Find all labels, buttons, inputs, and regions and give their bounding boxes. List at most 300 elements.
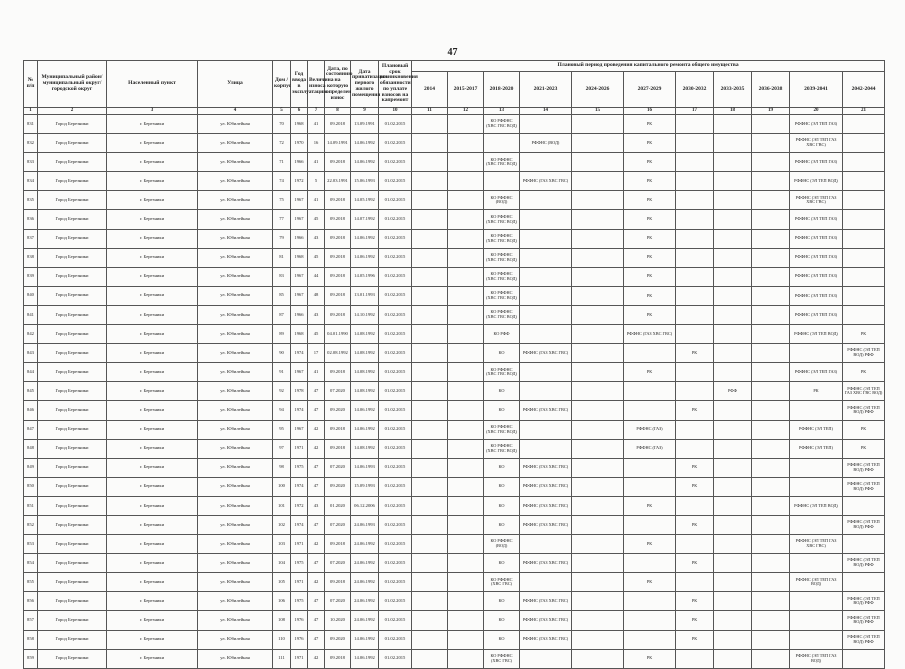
repair-period-cell [714,248,752,267]
repair-period-cell: РФФНС (ЭЛ ТЕП ГАЗ ХВС ГВС) [790,191,843,210]
repair-period-cell [412,535,448,554]
settlement-cell: г. Березники [107,592,198,611]
year-built-cell: 1966 [291,153,308,172]
repair-period-cell [843,172,885,191]
repair-period-cell: РФФНС (ГАЗ) [624,420,676,439]
street-cell: ул. Юбилейная [198,439,273,458]
repair-period-cell [520,286,572,305]
wear-cell: 47 [308,477,325,496]
row-number-cell: 853 [24,535,38,554]
wear-date-cell: 07.2020 [325,592,351,611]
repair-period-cell [714,515,752,534]
repair-period-cell [676,325,714,344]
repair-period-cell: КО РФФ [484,325,520,344]
repair-period-cell [676,305,714,324]
privatization-date-cell: 14.05.1996 [351,267,379,286]
repair-period-cell [572,592,624,611]
municipal-cell: Город Березники [38,401,107,420]
settlement-cell: г. Березники [107,649,198,668]
street-cell: ул. Юбилейная [198,325,273,344]
year-built-cell: 1974 [291,515,308,534]
repair-period-cell [412,134,448,153]
repair-period-cell [412,248,448,267]
payment-start-cell: 01.02.2015 [379,344,412,363]
repair-period-cell [412,573,448,592]
year-built-cell: 1972 [291,172,308,191]
repair-period-cell [520,305,572,324]
street-cell: ул. Юбилейная [198,535,273,554]
repair-period-cell [752,496,790,515]
header-period: 2018-2020 [484,72,520,108]
repair-period-cell [572,286,624,305]
settlement-cell: г. Березники [107,210,198,229]
repair-period-cell: РФФНС (ЭЛ ТЕП ГАЗ) [790,229,843,248]
table-row [24,191,885,210]
year-built-cell: 1968 [291,325,308,344]
repair-period-cell [752,420,790,439]
repair-period-cell [752,439,790,458]
wear-cell: 45 [308,325,325,344]
repair-period-cell: РФФНС (ЭЛ ТЕП ВОД) РФФ [843,554,885,573]
repair-period-cell [412,496,448,515]
repair-period-cell [676,229,714,248]
row-number-cell: 859 [24,649,38,668]
repair-period-cell [572,248,624,267]
repair-period-cell [448,439,484,458]
street-cell: ул. Юбилейная [198,305,273,324]
repair-period-cell [843,229,885,248]
repair-period-cell [676,649,714,668]
repair-period-cell: КО РФФНС (ХВС ГВС ВОД) [484,420,520,439]
repair-period-cell [843,210,885,229]
wear-date-cell: 09.2018 [325,649,351,668]
municipal-cell: Город Березники [38,305,107,324]
year-built-cell: 1967 [291,210,308,229]
wear-date-cell: 07.2020 [325,515,351,534]
payment-start-cell: 01.02.2015 [379,134,412,153]
header-payment-start: Плановый срок возникновения обязанности по уплате взносов на капремонт [379,61,412,108]
wear-cell: 47 [308,458,325,477]
street-cell: ул. Юбилейная [198,363,273,382]
header-settlement: Населенный пункт [107,61,198,108]
wear-date-cell: 22.03.1991 [325,172,351,191]
repair-period-cell [412,344,448,363]
repair-period-cell [714,535,752,554]
row-number-cell: 850 [24,477,38,496]
repair-period-cell [752,592,790,611]
municipal-cell: Город Березники [38,649,107,668]
repair-period-cell [714,229,752,248]
header-num: № п/п [24,61,38,108]
repair-period-cell [572,363,624,382]
settlement-cell: г. Березники [107,554,198,573]
repair-period-cell [412,554,448,573]
municipal-cell: Город Березники [38,210,107,229]
repair-period-cell [790,611,843,630]
repair-period-cell: РФФНС (ЭЛ ТЕП ГАЗ) [790,286,843,305]
repair-period-cell: РФФНС (ЭЛ ТЕП ВОД) РФФ [843,344,885,363]
repair-period-cell [843,573,885,592]
repair-period-cell: КО [484,344,520,363]
table-row [24,420,885,439]
street-cell: ул. Юбилейная [198,191,273,210]
repair-period-cell [843,649,885,668]
settlement-cell: г. Березники [107,439,198,458]
repair-period-cell [624,344,676,363]
repair-period-cell: РФФНС (ЭЛ ТЕП ВОД) [790,325,843,344]
settlement-cell: г. Березники [107,573,198,592]
repair-period-cell [448,535,484,554]
table-row [24,210,885,229]
repair-period-cell: РК [676,611,714,630]
repair-period-cell [520,535,572,554]
repair-period-cell [624,630,676,649]
payment-start-cell: 01.02.2015 [379,286,412,305]
street-cell: ул. Юбилейная [198,267,273,286]
header-period: 2042-2044 [843,72,885,108]
repair-period-cell [520,382,572,401]
repair-period-cell [572,344,624,363]
repair-period-cell [520,153,572,172]
row-number-cell: 831 [24,115,38,134]
repair-period-cell [520,210,572,229]
wear-cell: 42 [308,535,325,554]
header-plan-period: Плановый период проведения капитального ремонта общего имущества [412,61,885,72]
repair-period-cell [752,229,790,248]
house-cell: 104 [273,554,291,573]
settlement-cell: г. Березники [107,134,198,153]
wear-cell: 42 [308,420,325,439]
year-built-cell: 1971 [291,649,308,668]
street-cell: ул. Юбилейная [198,229,273,248]
wear-date-cell: 09.2018 [325,210,351,229]
repair-period-cell [752,286,790,305]
wear-date-cell: 01.2020 [325,496,351,515]
repair-period-cell [448,458,484,477]
header-period: 2030-2032 [676,72,714,108]
settlement-cell: г. Березники [107,153,198,172]
repair-period-cell [412,229,448,248]
repair-period-cell [448,496,484,515]
house-cell: 87 [273,305,291,324]
repair-period-cell [714,210,752,229]
year-built-cell: 1967 [291,420,308,439]
repair-period-cell: КО [484,382,520,401]
repair-period-cell: РФФНС (ЭЛ ТЕП ГАЗ) [790,115,843,134]
column-number: 18 [714,108,752,115]
repair-period-cell [790,477,843,496]
payment-start-cell: 01.02.2015 [379,172,412,191]
repair-period-cell: РФФНС (ГАЗ ХВС ГВС) [520,515,572,534]
repair-period-cell: КО РФФНС (ХВС ГВС ВОД) [484,153,520,172]
settlement-cell: г. Березники [107,267,198,286]
repair-period-cell [412,363,448,382]
header-year-built: Год ввода в эксплуатацию [291,61,308,108]
column-number: 6 [291,108,308,115]
repair-period-cell: КО [484,630,520,649]
repair-period-cell: РК [676,630,714,649]
settlement-cell: г. Березники [107,305,198,324]
year-built-cell: 1974 [291,477,308,496]
repair-period-cell [624,592,676,611]
payment-start-cell: 01.02.2015 [379,496,412,515]
year-built-cell: 1971 [291,573,308,592]
repair-period-cell: РК [624,248,676,267]
privatization-date-cell: 14.06.1992 [351,630,379,649]
repair-period-cell: РК [624,535,676,554]
municipal-cell: Город Березники [38,420,107,439]
row-number-cell: 840 [24,286,38,305]
repair-period-cell: РФФНС (ЭЛ ТЕП) [790,439,843,458]
row-number-cell: 854 [24,554,38,573]
house-cell: 90 [273,344,291,363]
wear-date-cell: 09.2018 [325,573,351,592]
house-cell: 100 [273,477,291,496]
wear-cell: 17 [308,344,325,363]
repair-period-cell [714,267,752,286]
repair-period-cell [572,229,624,248]
municipal-cell: Город Березники [38,477,107,496]
house-cell: 77 [273,210,291,229]
wear-cell: 5 [308,172,325,191]
municipal-cell: Город Березники [38,267,107,286]
payment-start-cell: 01.02.2015 [379,115,412,134]
table-row [24,115,885,134]
header-period: 2015-2017 [448,72,484,108]
repair-period-cell [448,115,484,134]
year-built-cell: 1968 [291,248,308,267]
house-cell: 101 [273,496,291,515]
wear-date-cell: 04.01.1990 [325,325,351,344]
repair-period-cell: РК [676,592,714,611]
repair-period-cell [412,515,448,534]
repair-period-cell [448,382,484,401]
table-row [24,458,885,477]
house-cell: 74 [273,172,291,191]
wear-cell: 43 [308,229,325,248]
municipal-cell: Город Березники [38,592,107,611]
repair-period-cell [412,115,448,134]
payment-start-cell: 01.02.2015 [379,573,412,592]
repair-period-cell [714,649,752,668]
street-cell: ул. Юбилейная [198,458,273,477]
year-built-cell: 1967 [291,191,308,210]
repair-period-cell [752,554,790,573]
repair-period-cell [676,286,714,305]
repair-period-cell: РК [624,191,676,210]
privatization-date-cell: 06.12.2006 [351,496,379,515]
repair-period-cell [572,115,624,134]
repair-period-cell [676,439,714,458]
repair-period-cell [752,267,790,286]
wear-cell: 42 [308,439,325,458]
settlement-cell: г. Березники [107,248,198,267]
row-number-cell: 857 [24,611,38,630]
repair-period-cell: КО РФФНС (ХВС ГВС ВОД) [484,363,520,382]
repair-period-cell: РК [624,305,676,324]
year-built-cell: 1974 [291,344,308,363]
repair-period-cell [676,267,714,286]
repair-period-cell [714,477,752,496]
privatization-date-cell: 14.08.1992 [351,363,379,382]
municipal-cell: Город Березники [38,573,107,592]
row-number-cell: 848 [24,439,38,458]
repair-period-cell: РФФНС (ЭЛ ТЕП ГАЗ ХВС ГВС) [790,535,843,554]
repair-period-cell [448,191,484,210]
privatization-date-cell: 14.08.1992 [351,439,379,458]
street-cell: ул. Юбилейная [198,477,273,496]
repair-period-cell: КО РФФНС (ХВС ГВС ВОД) [484,267,520,286]
payment-start-cell: 01.02.2015 [379,210,412,229]
repair-period-cell [676,248,714,267]
wear-cell: 43 [308,496,325,515]
repair-period-cell: РК [676,477,714,496]
repair-period-cell [843,248,885,267]
privatization-date-cell: 14.06.1992 [351,248,379,267]
repair-period-cell [843,267,885,286]
column-number: 14 [520,108,572,115]
repair-period-cell [790,344,843,363]
payment-start-cell: 01.02.2015 [379,649,412,668]
payment-start-cell: 01.02.2015 [379,401,412,420]
capital-repair-table [23,60,885,669]
repair-period-cell: РК [624,172,676,191]
municipal-cell: Город Березники [38,153,107,172]
repair-period-cell [412,153,448,172]
table-row [24,439,885,458]
house-cell: 85 [273,286,291,305]
repair-period-cell: РФФНС (ГАЗ ХВС ГВС) [520,172,572,191]
house-cell: 89 [273,325,291,344]
repair-period-cell: РК [624,496,676,515]
wear-date-cell: 09.2018 [325,535,351,554]
repair-period-cell [448,477,484,496]
wear-date-cell: 09.2018 [325,439,351,458]
repair-period-cell [572,535,624,554]
house-cell: 75 [273,191,291,210]
wear-date-cell: 02.08.1992 [325,344,351,363]
settlement-cell: г. Березники [107,344,198,363]
repair-period-cell [752,401,790,420]
settlement-cell: г. Березники [107,420,198,439]
repair-period-cell [448,573,484,592]
table-row [24,172,885,191]
repair-period-cell [448,305,484,324]
wear-cell: 41 [308,115,325,134]
repair-period-cell [572,554,624,573]
repair-period-cell [714,630,752,649]
repair-period-cell [448,363,484,382]
house-cell: 79 [273,229,291,248]
wear-cell: 44 [308,267,325,286]
repair-period-cell [714,191,752,210]
repair-period-cell: РФФНС (ГАЗ ХВС ГВС) [520,496,572,515]
wear-cell: 47 [308,630,325,649]
repair-period-cell: РК [676,515,714,534]
repair-period-cell: РК [624,267,676,286]
repair-period-cell [412,401,448,420]
repair-period-cell: КО [484,458,520,477]
municipal-cell: Город Березники [38,325,107,344]
year-built-cell: 1970 [291,134,308,153]
house-cell: 94 [273,401,291,420]
repair-period-cell [752,477,790,496]
column-number: 11 [412,108,448,115]
payment-start-cell: 01.02.2015 [379,267,412,286]
repair-period-cell: КО [484,496,520,515]
year-built-cell: 1976 [291,630,308,649]
repair-period-cell: КО РФФНС (ХВС ГВС ВОД) [484,229,520,248]
repair-period-cell: РФФНС (ЭЛ ТЕП ГАЗ ХВС ГВС ВОД) [843,382,885,401]
repair-period-cell [624,401,676,420]
repair-period-cell [572,458,624,477]
repair-period-cell: РФФНС (ЭЛ ТЕП ВОД) [790,172,843,191]
repair-period-cell [714,286,752,305]
street-cell: ул. Юбилейная [198,382,273,401]
repair-period-cell: РК [843,439,885,458]
repair-period-cell [448,267,484,286]
repair-period-cell [572,172,624,191]
repair-period-cell [412,267,448,286]
row-number-cell: 856 [24,592,38,611]
repair-period-cell: РФФНС (ЭЛ ТЕП ГАЗ) [790,267,843,286]
repair-period-cell [714,554,752,573]
row-number-cell: 849 [24,458,38,477]
wear-cell: 41 [308,153,325,172]
repair-period-cell: РК [624,115,676,134]
wear-date-cell: 09.2020 [325,630,351,649]
year-built-cell: 1966 [291,229,308,248]
settlement-cell: г. Березники [107,115,198,134]
row-number-cell: 845 [24,382,38,401]
year-built-cell: 1975 [291,458,308,477]
row-number-cell: 839 [24,267,38,286]
year-built-cell: 1978 [291,382,308,401]
privatization-date-cell: 14.06.1993 [351,458,379,477]
street-cell: ул. Юбилейная [198,515,273,534]
privatization-date-cell: 14.10.1992 [351,305,379,324]
wear-date-cell: 09.2020 [325,477,351,496]
wear-cell: 48 [308,286,325,305]
repair-period-cell [714,134,752,153]
settlement-cell: г. Березники [107,458,198,477]
repair-period-cell [520,649,572,668]
privatization-date-cell: 14.06.1992 [351,401,379,420]
repair-period-cell [624,477,676,496]
row-number-cell: 851 [24,496,38,515]
wear-date-cell: 14.09.1991 [325,134,351,153]
wear-date-cell: 10.2020 [325,611,351,630]
repair-period-cell [484,134,520,153]
repair-period-cell [572,305,624,324]
repair-period-cell [520,248,572,267]
repair-period-cell: РК [624,573,676,592]
house-cell: 110 [273,630,291,649]
repair-period-cell [752,458,790,477]
repair-period-cell: РФФНС (ЭЛ ТЕП ВОД) РФФ [843,401,885,420]
settlement-cell: г. Березники [107,363,198,382]
repair-period-cell [412,439,448,458]
column-number: 16 [624,108,676,115]
municipal-cell: Город Березники [38,172,107,191]
street-cell: ул. Юбилейная [198,611,273,630]
wear-date-cell: 09.2018 [325,305,351,324]
row-number-cell: 841 [24,305,38,324]
table-row [24,248,885,267]
repair-period-cell [676,191,714,210]
table-row [24,229,885,248]
repair-period-cell [624,458,676,477]
